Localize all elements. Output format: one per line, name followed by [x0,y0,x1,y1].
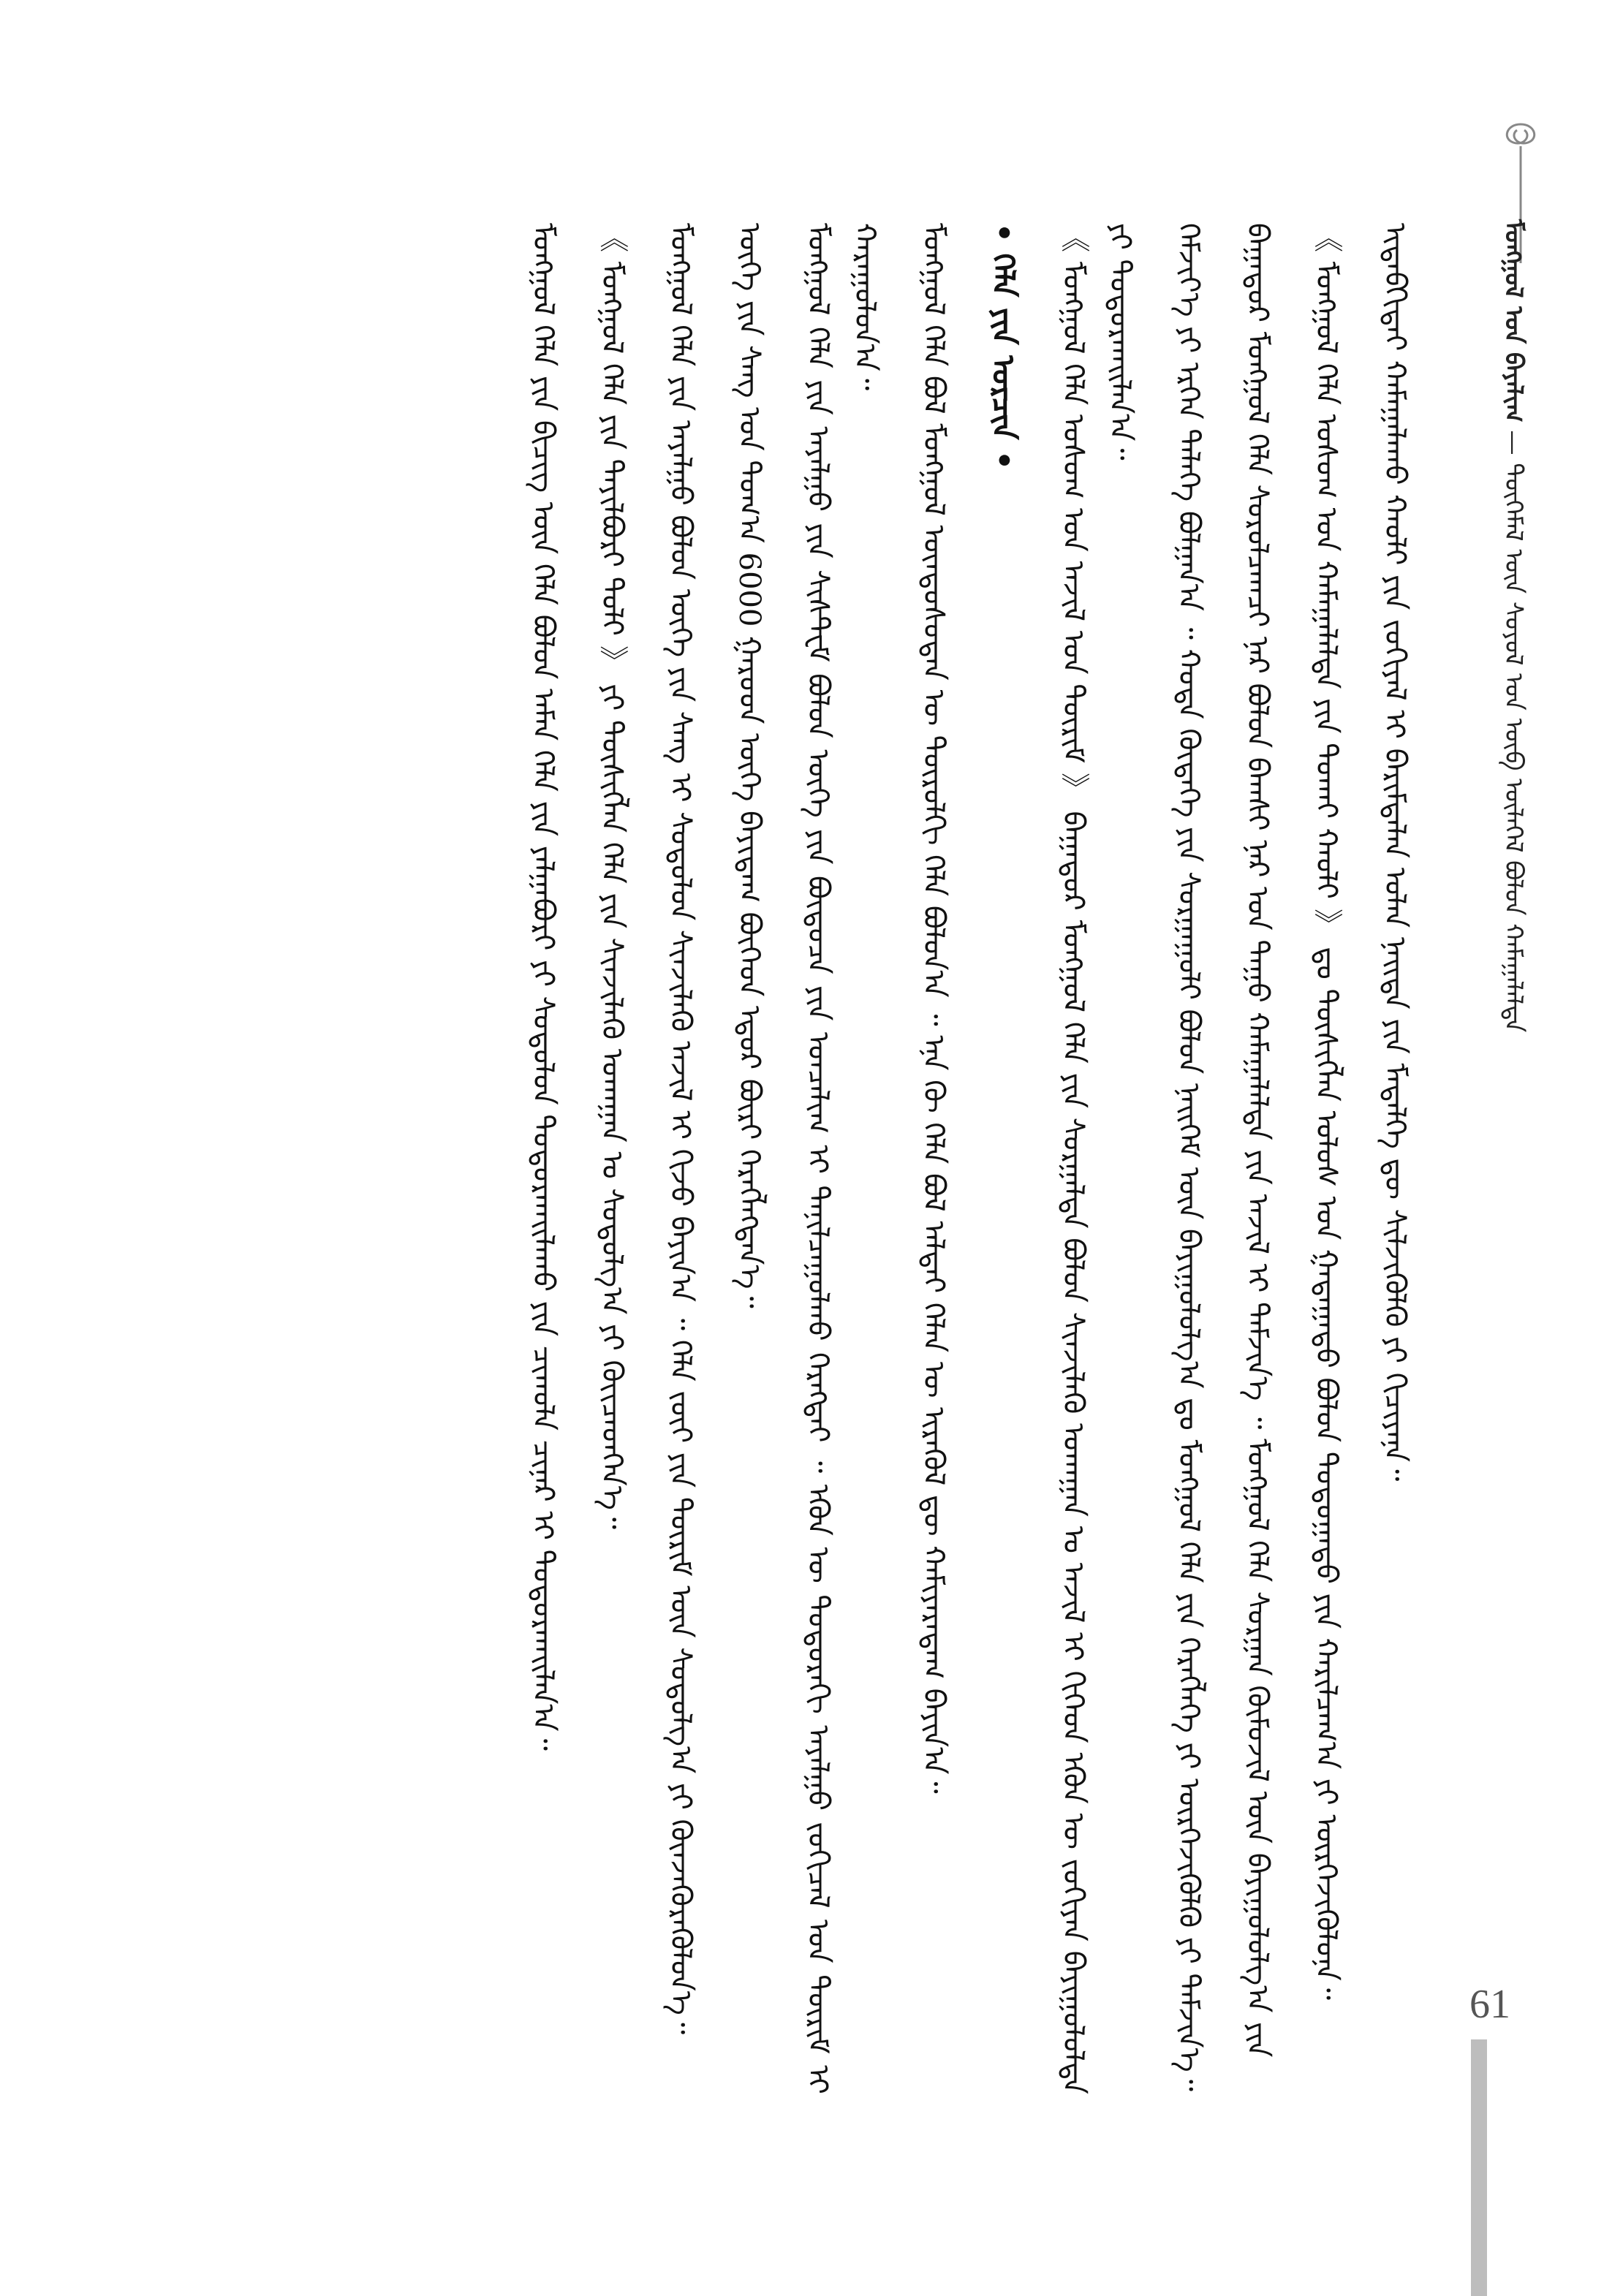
text-column: ᠮᠣᠩᠭᠣᠯ ᠬᠡᠯᠡ ᠶᠢᠨ ᠪᠢᠴᠢᠭ ᠦᠨ ᠬᠡᠯᠡ ᠪᠣᠯᠤᠨ ᠠᠮᠠᠨ ᠬᠡᠯᠡ ᠶᠢᠨ ᠶᠠᠯᠭᠠᠪᠤᠷᠢ ᠶᠢ ᠰᠤᠳᠤᠯᠤᠨ ᠲᠣᠳᠣᠷᠬᠠᠢᠯᠠᠬᠤ ᠶᠢᠨ ᠴᠢᠬᠤᠯᠠ ᠴᠢᠨᠠᠷ ᠢ ᠲᠣᠳᠣᠷᠬᠠᠢᠯᠠᠨ᠎ᠠ᠃ [526,223,560,1751]
text-column: ᠮᠣᠩᠭᠣᠯ ᠬᠡᠯᠡ ᠶᠢᠨ ᠠᠶᠠᠯᠭᠤ ᠪᠣᠯᠤᠨ ᠦᠭᠡ ᠶᠢᠨ ᠰᠠᠩ ᠢ ᠰᠤᠳᠤᠯᠤᠨ ᠰᠢᠨᠵᠢᠯᠡᠬᠦ ᠠᠵᠢᠯ ᠢ ᠬᠢᠵᠦ ᠪᠠᠶᠢᠨ᠎ᠠ ᠃ ᠬᠡᠯᠡ ᠵᠦᠢ ᠶᠢᠨ ᠳᠦᠷᠢᠮ ᠦᠨ ᠰᠤᠳᠤᠯᠭ᠎ᠠ ᠶᠢ ᠭᠦᠨᠵᠡᠭᠦᠷᠡᠭᠦᠯᠦᠨ᠎ᠡ᠃ [663,223,697,2035]
text-column: 《 ᠮᠣᠩᠭᠣᠯ ᠬᠡᠯᠡ ᠤᠰᠤᠭ ᠤᠨ ᠠᠵᠢᠯ ᠤᠨ ᠳᠦᠷᠢᠮ 》 ᠪᠠᠭᠠᠳᠤᠷ ᠮᠣᠩᠭᠣᠯ ᠬᠡᠯᠡ ᠶᠢᠨ ᠰᠤᠷᠭᠠᠯᠲᠠ ᠪᠣᠯᠤᠨ ᠰᠢᠨᠵᠢᠯᠡᠬᠦ ᠤᠬᠠᠭᠠᠨ ᠤ ᠠᠵᠢᠯ ᠢ ᠬᠢᠭᠡᠳ ᠡᠭᠦᠨ ᠦ ᠵᠣᠬᠢᠶᠠᠨ ᠪᠠᠶᠢᠭᠤᠯᠤᠯᠲᠠ ᠶᠢ ᠲᠣᠳᠣᠷᠬᠠᠢᠯᠠᠨ᠎ᠠ᠃ [1056,223,1137,2094]
section-heading: • ᠬᠡᠯᠡ ᠶᠢᠨ ᠣᠷᠴᠢᠨ • [985,223,1021,471]
text-column: ᠬᠡᠮᠵᠢᠶ᠎ᠡ ᠶᠢ ᠡᠷᠭᠡᠨ ᠳᠡᠯᠡᠭᠡ ᠪᠣᠯᠭᠠᠨ᠎ᠠ ᠃ ᠬᠣᠲᠠ ᠬᠦᠳᠡᠭᠡ ᠶᠢᠨ ᠰᠤᠷᠭᠠᠭᠤᠯᠢ ᠪᠣᠯᠤᠨ ᠨᠡᠢᠭᠡᠮ ᠦᠨ ᠪᠠᠶᠢᠭᠤᠯᠤᠯᠭ᠎ᠠ ᠳᠤ ᠮᠣᠩᠭᠣᠯ ᠬᠡᠯᠡ ᠶᠢᠨ ᠬᠡᠷᠡᠭᠯᠡᠭᠡ ᠶᠢ ᠥᠷᠭᠡᠵᠢᠭᠦᠯᠬᠦ ᠶᠢ ᠳᠡᠮᠵᠢᠨ᠎ᠡ᠃ [1172,223,1206,2092]
page-number: 61 [1469,1982,1510,2027]
text-column: ᠢᠳᠡᠪᠬᠢᠲᠡᠢ ᠬᠠᠮᠠᠭᠠᠯᠠᠬᠤ ᠬᠠᠤᠯᠢ ᠶᠢᠨ ᠵᠣᠬᠢᠶᠠᠯ ᠢ ᠪᠠᠷᠢᠮᠲᠠᠯᠠᠨ ᠣᠯᠠᠨ ᠨᠡᠢᠲᠡ ᠶᠢᠨ ᠮᠡᠳᠡᠯᠭᠡ ᠳᠦ ᠰᠢᠯᠵᠢᠭᠦᠯᠬᠦ ᠶᠢ ᠬᠢᠴᠢᠶᠡᠨᠡ᠃ [1378,223,1412,1482]
text-column: 《 ᠮᠣᠩᠭᠣᠯ ᠬᠡᠯᠡ ᠶᠢᠨ ᠲᠠᠶᠢᠯᠪᠤᠷᠢ ᠲᠣᠯᠢ 》 ᠶᠢ ᠲᠦᠰᠢᠭᠯᠡᠨ ᠬᠡᠯᠡ ᠶᠢᠨ ᠰᠢᠨᠵᠢᠯᠡᠬᠦ ᠤᠬᠠᠭᠠᠨ ᠤ ᠰᠤᠳᠤᠯᠭ᠎ᠠ ᠶᠢ ᠭᠦᠢᠴᠡᠳᠬᠡᠨ᠎ᠡ᠃ [594,223,629,1530]
running-head-text: ᠲᠦᠭᠡᠮᠡᠯ ᠦᠨ ᠰᠣᠶᠣᠯ ᠤᠨ ᠦᠪ ᠦᠯᠡᠭᠡᠯ ᠪᠣᠯᠤᠨ ᠬᠠᠮᠠᠭᠠᠯᠠᠯᠲᠠ [1499,463,1528,1033]
body-text [168,223,1418,2094]
text-column: ᠮᠣᠩᠭᠣᠯ ᠬᠡᠯᠡ ᠪᠣᠯ ᠮᠣᠩᠭᠣᠯ ᠦᠨᠳᠦᠰᠦᠲᠡᠨ ᠦ ᠲᠥᠷᠦᠯᠬᠢ ᠬᠡᠯᠡ ᠪᠣᠯᠤᠨ᠎ᠠ ᠃ ᠡᠨᠡ ᠬᠦ ᠬᠡᠯᠡ ᠪᠣᠯ ᠠᠯᠲᠠᠢ ᠬᠡᠯᠡᠨ ᠦ ᠢᠷᠡᠭᠦᠯ ᠳᠦ ᠬᠠᠮᠢᠶᠠᠷᠠᠳᠠᠭ ᠪᠠᠶᠢᠨ᠎ᠠ᠃ [916,223,950,1794]
running-head-title: ᠮᠣᠩᠭᠣᠯ ᠤᠨ ᠪᠠᠶᠠᠯᠢᠭ [1499,219,1528,423]
text-column: ᠮᠣᠩᠭᠣᠯ ᠬᠡᠯᠡ ᠶᠢᠨ ᠠᠶᠠᠯᠭᠤ ᠶᠢᠨ ᠰᠢᠰᠲ᠋ᠧᠮ ᠪᠣᠯᠤᠨ ᠦᠭᠡ ᠶᠢᠨ ᠪᠦᠲᠦᠴᠡ ᠶᠢᠨ ᠣᠨᠴᠠᠯᠢᠭ ᠢ ᠲᠠᠨᠢᠯᠴᠠᠭᠤᠯᠬᠤ ᠬᠡᠷᠡᠭᠲᠡᠢ ᠃ ᠡᠭᠦᠨ ᠦ ᠳᠣᠲᠣᠷᠠᠬᠢ ᠠᠶᠠᠯᠭᠤ ᠵᠣᠬᠢᠴᠠᠯ ᠤᠨ ᠳᠦᠷᠢᠮ ᠢ ᠬᠠᠷᠠᠭᠤᠯᠤᠨ᠎ᠠ᠃ [801,223,882,2094]
text-column: 《 ᠮᠣᠩᠭᠣᠯ ᠬᠡᠯᠡ ᠤᠰᠤᠭ ᠤᠨ ᠬᠠᠮᠠᠭᠠᠯᠠᠯᠲᠠ ᠶᠢᠨ ᠲᠤᠬᠠᠢ ᠬᠠᠤᠯᠢ 》 ᠳᠤ ᠲᠦᠰᠢᠭᠯᠡᠨ ᠤᠯᠤᠰ ᠤᠨ ᠭᠠᠳᠠᠭᠠᠳᠤ ᠪᠣᠯᠤᠨ ᠳᠣᠲᠣᠭᠠᠳᠤ ᠶᠢᠨ ᠬᠠᠷᠢᠯᠴᠠᠭ᠎ᠠ ᠶᠢ ᠥᠷᠭᠡᠵᠢᠭᠦᠯᠦᠨᠡ᠃ [1309,223,1343,2001]
page-edge-tab [1471,2039,1487,2296]
text-column: ᠦᠭᠡ ᠶᠢᠨ ᠰᠠᠩ ᠤᠨ ᠲᠣᠭ᠎ᠠ 6000 ᠭᠠᠷᠤᠳ ᠦᠭᠡ ᠪᠠᠶᠢᠳᠠᠭ ᠪᠥᠭᠡᠳ ᠡᠳᠦᠷ ᠪᠦᠷᠢ ᠬᠡᠷᠡᠭᠯᠡᠭᠳᠡᠨ᠎ᠡ᠃ [732,223,766,1308]
text-column: ᠪᠠᠭᠠᠳᠤᠷ ᠮᠣᠩᠭᠣᠯ ᠬᠡᠯᠡ ᠰᠤᠷᠤᠯᠴᠠᠭᠴᠢ ᠨᠠᠷ ᠪᠣᠯᠤᠨ ᠪᠠᠭᠰᠢ ᠨᠠᠷ ᠤᠨ ᠳᠠᠭᠤ ᠬᠠᠮᠠᠭᠠᠯᠠᠯᠲᠠ ᠶᠢᠨ ᠠᠵᠢᠯ ᠢ ᠳᠡᠮᠵᠢᠨ᠎ᠡ ᠃ ᠮᠣᠩᠭᠣᠯ ᠬᠡᠯᠡ ᠰᠤᠷᠭᠠᠨ ᠬᠦᠮᠦᠵᠢᠯ ᠦᠨ ᠪᠠᠶᠢᠭᠤᠯᠤᠯᠭ᠎ᠠ ᠶᠢᠨ [1241,223,1274,2058]
running-head: ᠮᠣᠩᠭᠣᠯ ᠤᠨ ᠪᠠᠶᠠᠯᠢᠭ — ᠲᠦᠭᠡᠮᠡᠯ ᠦᠨ ᠰᠣᠶᠣᠯ ᠤᠨ ᠦᠪ ᠦᠯᠡᠭᠡᠯ ᠪᠣᠯᠤᠨ ᠬᠠᠮᠠᠭᠠᠯᠠᠯᠲᠠ [1499,219,1528,1033]
